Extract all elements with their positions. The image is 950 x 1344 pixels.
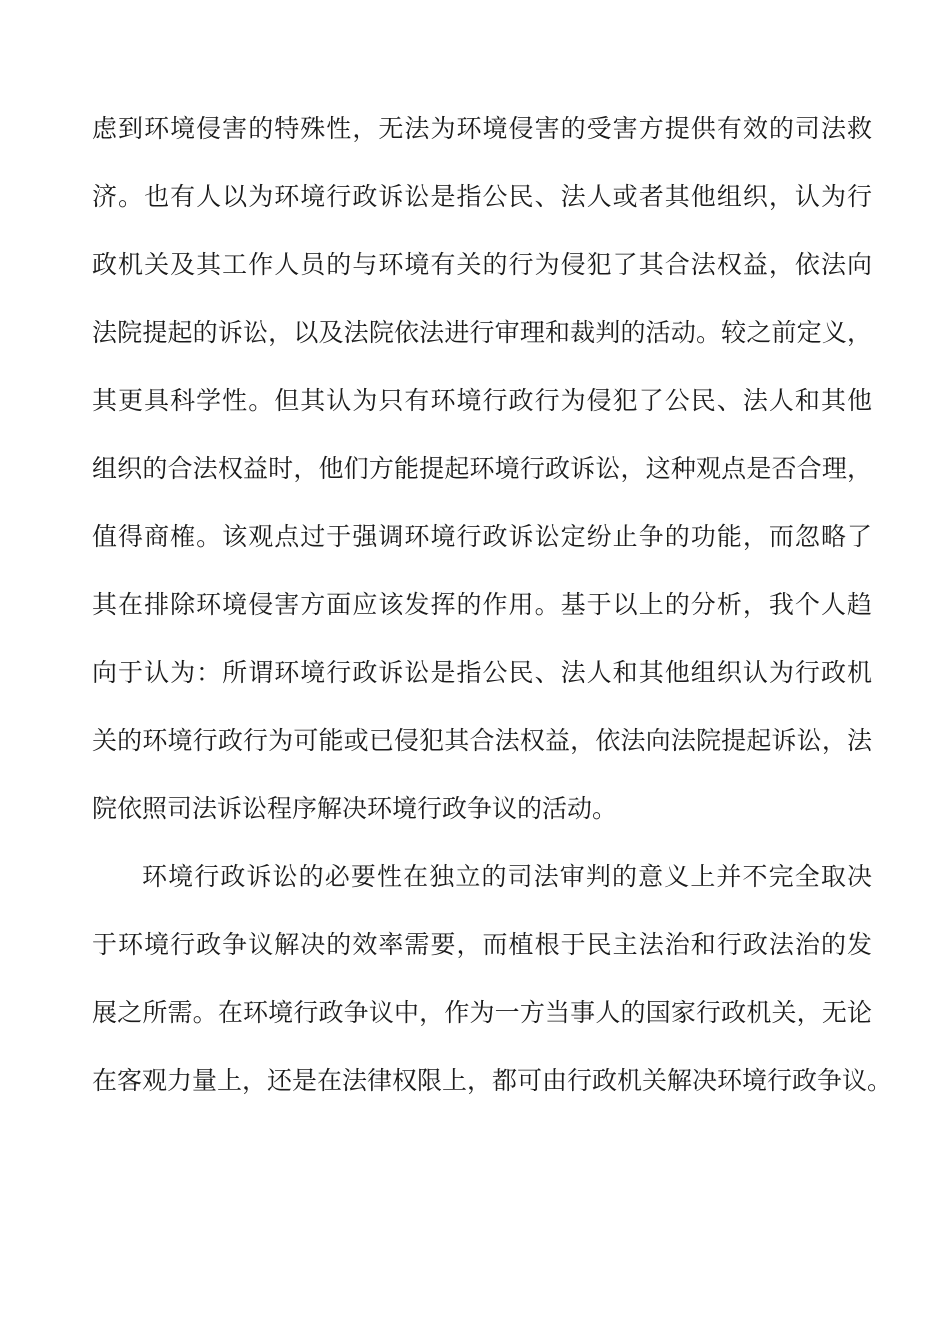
- document-body: [92, 104, 893, 1124]
- text-line: 环境行政诉讼的必要性在独立的司法审判的意义上并不完全取决: [142, 862, 872, 891]
- text-line: 展之所需。在环境行政争议中，作为一方当事人的国家行政机关，无论: [92, 998, 872, 1027]
- text-line: 济。也有人以为环境行政诉讼是指公民、法人或者其他组织，认为行: [92, 182, 872, 211]
- paragraph-2: [92, 852, 893, 1124]
- text-line: 法院提起的诉讼，以及法院依法进行审理和裁判的活动。较之前定义，: [92, 318, 872, 347]
- paragraph-1: [92, 104, 872, 852]
- text-line: 于环境行政争议解决的效率需要，而植根于民主法治和行政法治的发: [92, 930, 872, 959]
- text-line: 其更具科学性。但其认为只有环境行政行为侵犯了公民、法人和其他: [92, 386, 872, 415]
- text-line: 院依照司法诉讼程序解决环境行政争议的活动。: [92, 794, 618, 823]
- text-line: 向于认为：所谓环境行政诉讼是指公民、法人和其他组织认为行政机: [92, 658, 872, 687]
- text-line: 在客观力量上，还是在法律权限上，都可由行政机关解决环境行政争议。: [92, 1066, 893, 1095]
- text-line: 其在排除环境侵害方面应该发挥的作用。基于以上的分析，我个人趋: [92, 590, 872, 619]
- text-line: 关的环境行政行为可能或已侵犯其合法权益，依法向法院提起诉讼，法: [92, 726, 872, 755]
- text-line: 值得商榷。该观点过于强调环境行政诉讼定纷止争的功能，而忽略了: [92, 522, 872, 551]
- text-line: 虑到环境侵害的特殊性，无法为环境侵害的受害方提供有效的司法救: [92, 114, 872, 143]
- text-line: 政机关及其工作人员的与环境有关的行为侵犯了其合法权益，依法向: [92, 250, 872, 279]
- text-line: 组织的合法权益时，他们方能提起环境行政诉讼，这种观点是否合理，: [92, 454, 872, 483]
